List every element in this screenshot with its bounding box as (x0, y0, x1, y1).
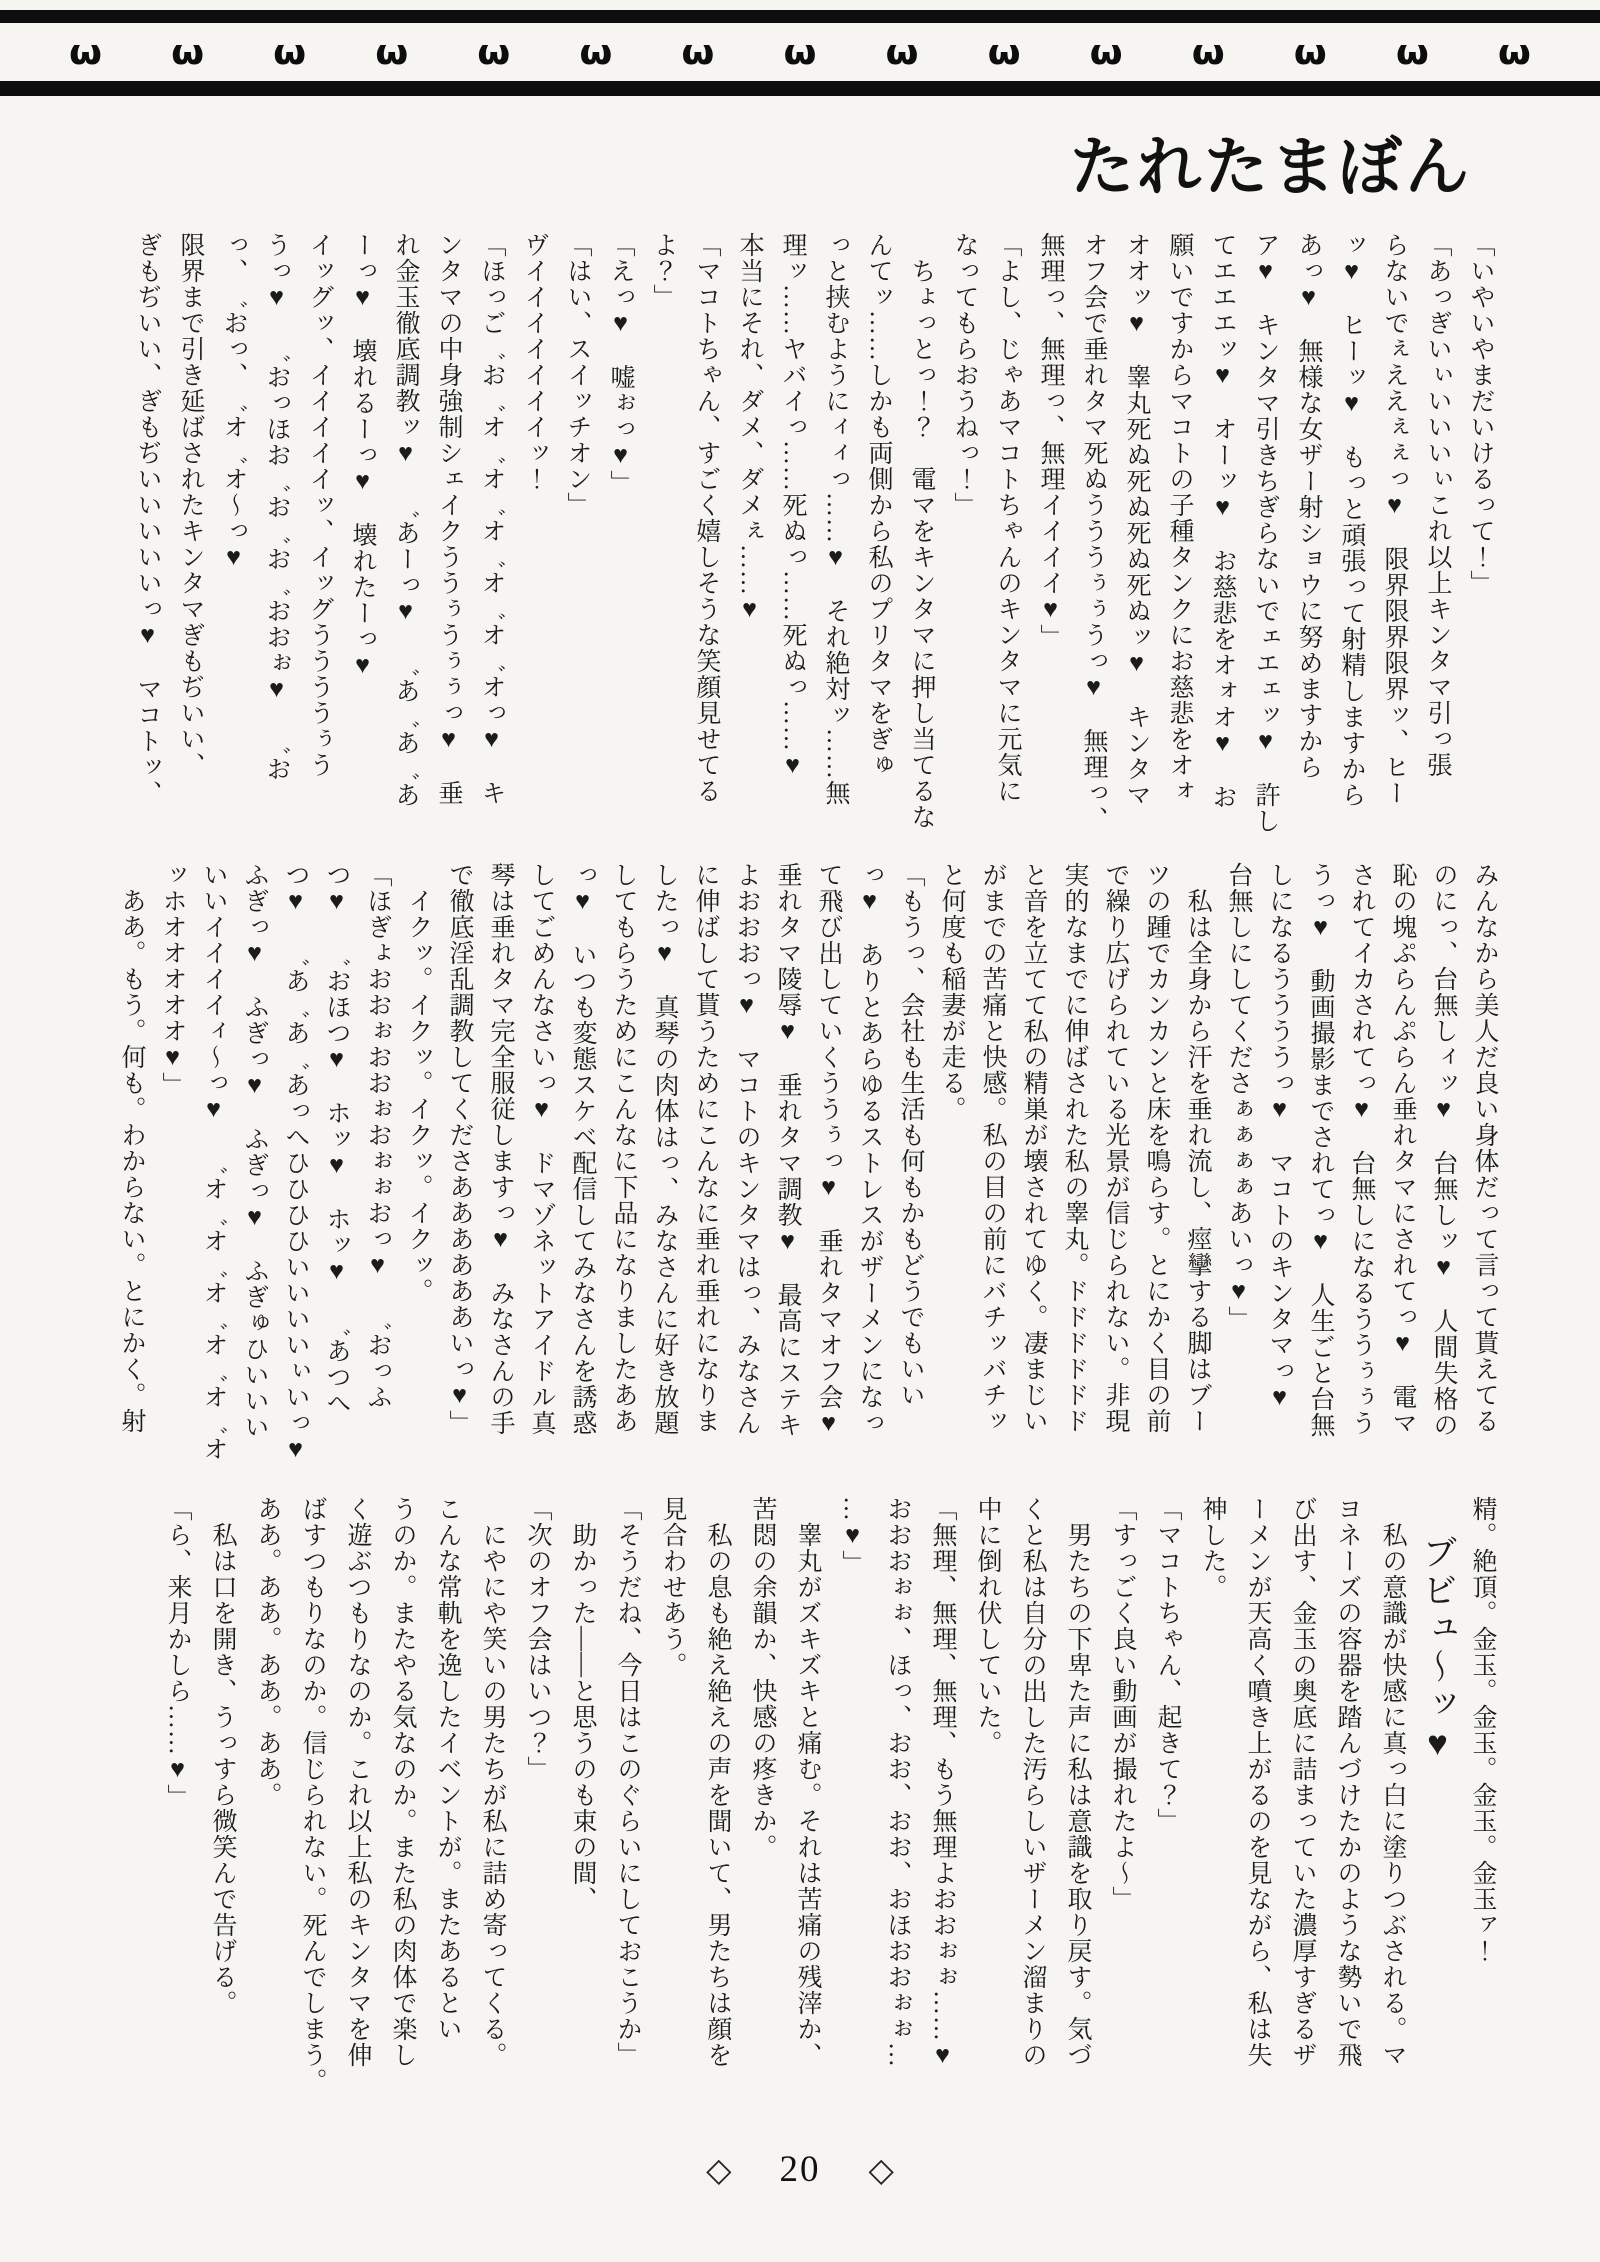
text-column: よおおおっ♥ マコトのキンタマはっ、みなさん (733, 862, 760, 1436)
text-column: っ、゛おっ、゛オ゛オ～っ♥ (220, 232, 247, 572)
text-column: ふぎっ♥ ふぎっ♥ ふぎっ♥ ふぎゅひいいい (241, 862, 268, 1440)
text-column: あっ♥ 無様な女ザー射ショウに努めますから (1295, 232, 1322, 780)
text-column: と音を立てて私の精巣が壊されてゆく。凄まじい (1020, 862, 1047, 1434)
page-number: 20 (779, 2149, 821, 2190)
text-block-1 (126, 232, 1502, 866)
text-column: 私は口を開き、うっすら微笑んで告げる。 (209, 1496, 236, 2016)
omega-icon: ω (579, 31, 613, 72)
omega-icon: ω (885, 31, 919, 72)
omega-icon: ω (69, 31, 103, 72)
text-column: ーっ♥ 壊れるーっ♥ 壊れたーっ♥ (349, 232, 376, 680)
text-column: 見合わせあう。 (659, 1496, 686, 1678)
text-column: 「いやいやまだいけるって！」 (1467, 232, 1494, 596)
text-column: てエエエッ♥ オーッ♥ お慈悲をオォオ♥ お (1209, 232, 1236, 810)
text-column: 限界まで引き延ばされたキンタマぎもぢいい、 (177, 232, 204, 778)
text-column: くと私は自分の出した汚らしいザーメン溜まりの (1019, 1496, 1046, 2068)
text-column: 睾丸がズキズキと痛む。それは苦痛の残滓か、 (794, 1496, 821, 2068)
text-column: 「あっぎいぃいいいぃこれ以上キンタマ引っ張 (1424, 232, 1451, 778)
text-column: みんなから美人だ良い身体だって言って貰えてる (1471, 862, 1498, 1434)
text-column: れ金玉徹底調教ッ♥ ゛あーっ♥ ゛あ゛あ゛あ (392, 232, 419, 808)
text-column: したっ♥ 真琴の肉体はっ、みなさんに好き放題 (651, 862, 678, 1436)
text-column: 本当にそれ、ダメ、ダメぇ……♥ (736, 232, 763, 624)
text-column: イクッ。イクッ。イクッ。イクッ。 (405, 862, 432, 1304)
omega-icon: ω (477, 31, 511, 72)
omega-icon: ω (1497, 31, 1531, 72)
omega-icon: ω (1191, 31, 1225, 72)
text-column: く遊ぶつもりなのか。これ以上私のキンタマを伸 (344, 1496, 371, 2068)
text-column: 「ほぎょおおぉおおぉおぉぉおっ♥ ゛おっふ (364, 862, 391, 1410)
page-title: たれたまぼん (1070, 132, 1472, 203)
text-column: 実的なまでに伸ばされた私の睾丸。ドドドドドド (1061, 862, 1088, 1434)
text-column: 「マコトちゃん、すごく嬉しそうな笑顔見せてる (693, 232, 720, 804)
text-column: 「次のオフ会はいつ？」 (524, 1496, 551, 1782)
text-column: 琴は垂れタマ完全服従しますっ♥ みなさんの手 (487, 862, 514, 1436)
text-column: 無理っ、無理っ、無理イイイイ♥」 (1037, 232, 1064, 650)
text-block-3 (155, 1496, 1505, 2148)
text-column: ンタマの中身強制シェイクううぅうぅぅっ♥ 垂 (435, 232, 462, 806)
text-column: に伸ばして貰うためにこんなに垂れ垂れになりま (692, 862, 719, 1434)
text-column: ブビュ～ッ♥ (1418, 1496, 1457, 1766)
omega-icon: ω (783, 31, 817, 72)
text-column: び出す、金玉の奥底に詰まっていた濃厚すぎるザ (1289, 1496, 1316, 2068)
text-column: 台無しにしてくださぁぁぁぁあいっ♥」 (1225, 862, 1252, 1332)
text-column: 「えっ♥ 嘘ぉっ♥」 (607, 232, 634, 496)
text-column: ヴイイイイイイイッ！ (521, 232, 548, 492)
text-column: 願いですからマコトの子種タンクにお慈悲をオォ (1166, 232, 1193, 804)
footer-diamond-left-icon: ◇ (706, 2152, 732, 2189)
text-column: ツの踵でカンカンと床を鳴らす。とにかく目の前 (1143, 862, 1170, 1434)
text-column: 助かった――と思うのも束の間、 (569, 1496, 596, 1912)
omega-icon: ω (1089, 31, 1123, 72)
omega-icon: ω (171, 31, 205, 72)
text-column: つ♥ ゛おほつ♥ ホッ♥ ホッ♥ ゛あつへ (323, 862, 350, 1416)
text-column: 「はい、スイッチオン」 (564, 232, 591, 518)
text-column: 理ッ……ヤバイっ……死ぬっ……死ぬっ……♥ (779, 232, 806, 780)
text-column: 「よし、じゃあマコトちゃんのキンタマに元気に (994, 232, 1021, 804)
text-column: うのか。またやる気なのか。また私の肉体で楽し (389, 1496, 416, 2068)
text-column: こんな常軌を逸したイベントが。またあるとい (434, 1496, 461, 2042)
top-border-bar-lower (0, 81, 1600, 96)
text-column: 私の息も絶え絶えの声を聞いて、男たちは顔を (704, 1496, 731, 2068)
text-column: ア♥ キンタマ引きちぎらないでェエェッ♥ 許し (1252, 232, 1279, 834)
text-column: 苦悶の余韻か、快感の疼きか。 (749, 1496, 776, 1860)
text-column: 「ら、来月かしら……♥」 (164, 1496, 191, 1810)
text-column: うっ♥ ゛おっほお゛お゛お゛おおぉ♥ ゛お (263, 232, 290, 782)
text-column: にやにや笑いの男たちが私に詰め寄ってくる。 (479, 1496, 506, 2068)
text-column: ああ。ああ。ああ。ああ。 (254, 1496, 281, 1808)
text-column: 「そうだね、今日はこのぐらいにしておこうか」 (614, 1496, 641, 2068)
text-column: っと挟むようにィィっ……♥ それ絶対ッ……無 (822, 232, 849, 806)
text-column: 私は全身から汗を垂れ流し、痙攣する脚はブー (1184, 862, 1211, 1434)
text-column: よ？」 (650, 232, 677, 310)
omega-icon: ω (273, 31, 307, 72)
omega-icon: ω (375, 31, 409, 72)
page-footer (0, 2148, 1600, 2191)
text-column: ばすつもりなのか。信じられない。死んでしまう。 (299, 1496, 326, 2094)
text-block-2 (111, 862, 1505, 1496)
text-column: 神した。 (1199, 1496, 1226, 1600)
omega-icon: ω (987, 31, 1021, 72)
text-column: うっ♥ 動画撮影までされてっ♥ 人生ごと台無 (1307, 862, 1334, 1438)
text-column: 恥の塊ぷらんぷらん垂れタマにされてっ♥ 電マ (1389, 862, 1416, 1436)
text-column: ッ♥ ヒーッ♥ もっと頑張って射精しますから (1338, 232, 1365, 808)
text-column: ヨネーズの容器を踏んづけたかのような勢いで飛 (1334, 1496, 1361, 2068)
text-column: で繰り広げられている光景が信じられない。非現 (1102, 862, 1129, 1434)
text-column: ちょっとっ！？ 電マをキンタマに押し当てるな (908, 232, 935, 830)
omega-pattern-border (0, 22, 1600, 81)
text-column: いいイイイイィ～っ♥ ゛オ゛オ゛オ゛オ゛オ゛オ (200, 862, 227, 1462)
text-column: 中に倒れ伏していた。 (974, 1496, 1001, 1756)
text-column: ぎもぢいい、ぎもぢいいいいいっ♥ マコトッ、 (134, 232, 161, 806)
text-column: しになるううううっ♥ マコトのキンタマっ♥ (1266, 862, 1293, 1412)
text-column: で徹底淫乱調教してくださああああああいっ♥」 (446, 862, 473, 1436)
text-column: 垂れタマ陵辱♥ 垂れタマ調教♥ 最高にステキ (774, 862, 801, 1438)
text-column: ーメンが天高く噴き上がるのを見ながら、私は失 (1244, 1496, 1271, 2068)
text-column: 「ほっご゛お゛オ゛オ゛オ゛オ゛オ゛オっ♥ キ (478, 232, 505, 806)
text-column: 「すっごく良い動画が撮れたよ～」 (1109, 1496, 1136, 1912)
text-column: 「無理、無理、無理、もう無理よおおぉぉ……♥ (929, 1496, 956, 2070)
text-column: イッグッ、イイイイイッ、イッグううううぅう (306, 232, 333, 778)
text-column: 「もうっ、会社も生活も何もかもどうでもいい (897, 862, 924, 1408)
text-column: らないでぇええぇぇっ♥ 限界限界限界ッ、ヒー (1381, 232, 1408, 806)
omega-icon: ω (1395, 31, 1429, 72)
text-column: ああ。もう。何も。わからない。とにかく。射 (118, 862, 145, 1434)
text-column: オオッ♥ 睾丸死ぬ死ぬ死ぬ死ぬッ♥ キンタマ (1123, 232, 1150, 808)
omega-icon: ω (1293, 31, 1327, 72)
text-column: んてッ……しかも両側から私のプリタマをぎゅ (865, 232, 892, 778)
text-column: してもらうためにこんなに下品になりましたああ (610, 862, 637, 1434)
omega-icon: ω (681, 31, 715, 72)
text-column: 私の意識が快感に真っ白に塗りつぶされる。マ (1379, 1496, 1406, 2068)
footer-diamond-right-icon: ◇ (868, 2152, 894, 2189)
text-column: オフ会で垂れタマ死ぬうううぅぅうっ♥ 無理っ、 (1080, 232, 1107, 832)
text-column: 男たちの下卑た声に私は意識を取り戻す。気づ (1064, 1496, 1091, 2068)
text-column: と何度も稲妻が走る。 (938, 862, 965, 1122)
text-column: されてイカされてっ♥ 台無しになるううぅぅう (1348, 862, 1375, 1436)
text-column: つ♥ ゛あ゛あ゛あっへひひひひいいいいぃいっ♥ (282, 862, 309, 1464)
text-column: て飛び出していくううぅっ♥ 垂れタマオフ会♥ (815, 862, 842, 1438)
text-column: なってもらおうねっ！」 (951, 232, 978, 518)
text-column: 精。絶頂。金玉。金玉。金玉。金玉ァ！ (1469, 1496, 1496, 1964)
text-column: がまでの苦痛と快感。私の目の前にバチッバチッ (979, 862, 1006, 1434)
text-column: ッホオオオオオ♥」 (159, 862, 186, 1098)
text-column: 「マコトちゃん、起きて？」 (1154, 1496, 1181, 1834)
text-column: …♥」 (839, 1496, 866, 1576)
text-column: してごめんなさいっ♥ ドマゾネットアイドル真 (528, 862, 555, 1436)
text-column: おおおぉぉ、ほっ、おお、おお、おほおおぉぉ… (884, 1496, 911, 2068)
text-column: のにっ、台無しィッ♥ 台無しッ♥ 人間失格の (1430, 862, 1457, 1438)
text-column: っ♥ いつも変態スケベ配信してみなさんを誘惑 (569, 862, 596, 1436)
text-column: っ♥ ありとあらゆるストレスがザーメンになっ (856, 862, 883, 1436)
